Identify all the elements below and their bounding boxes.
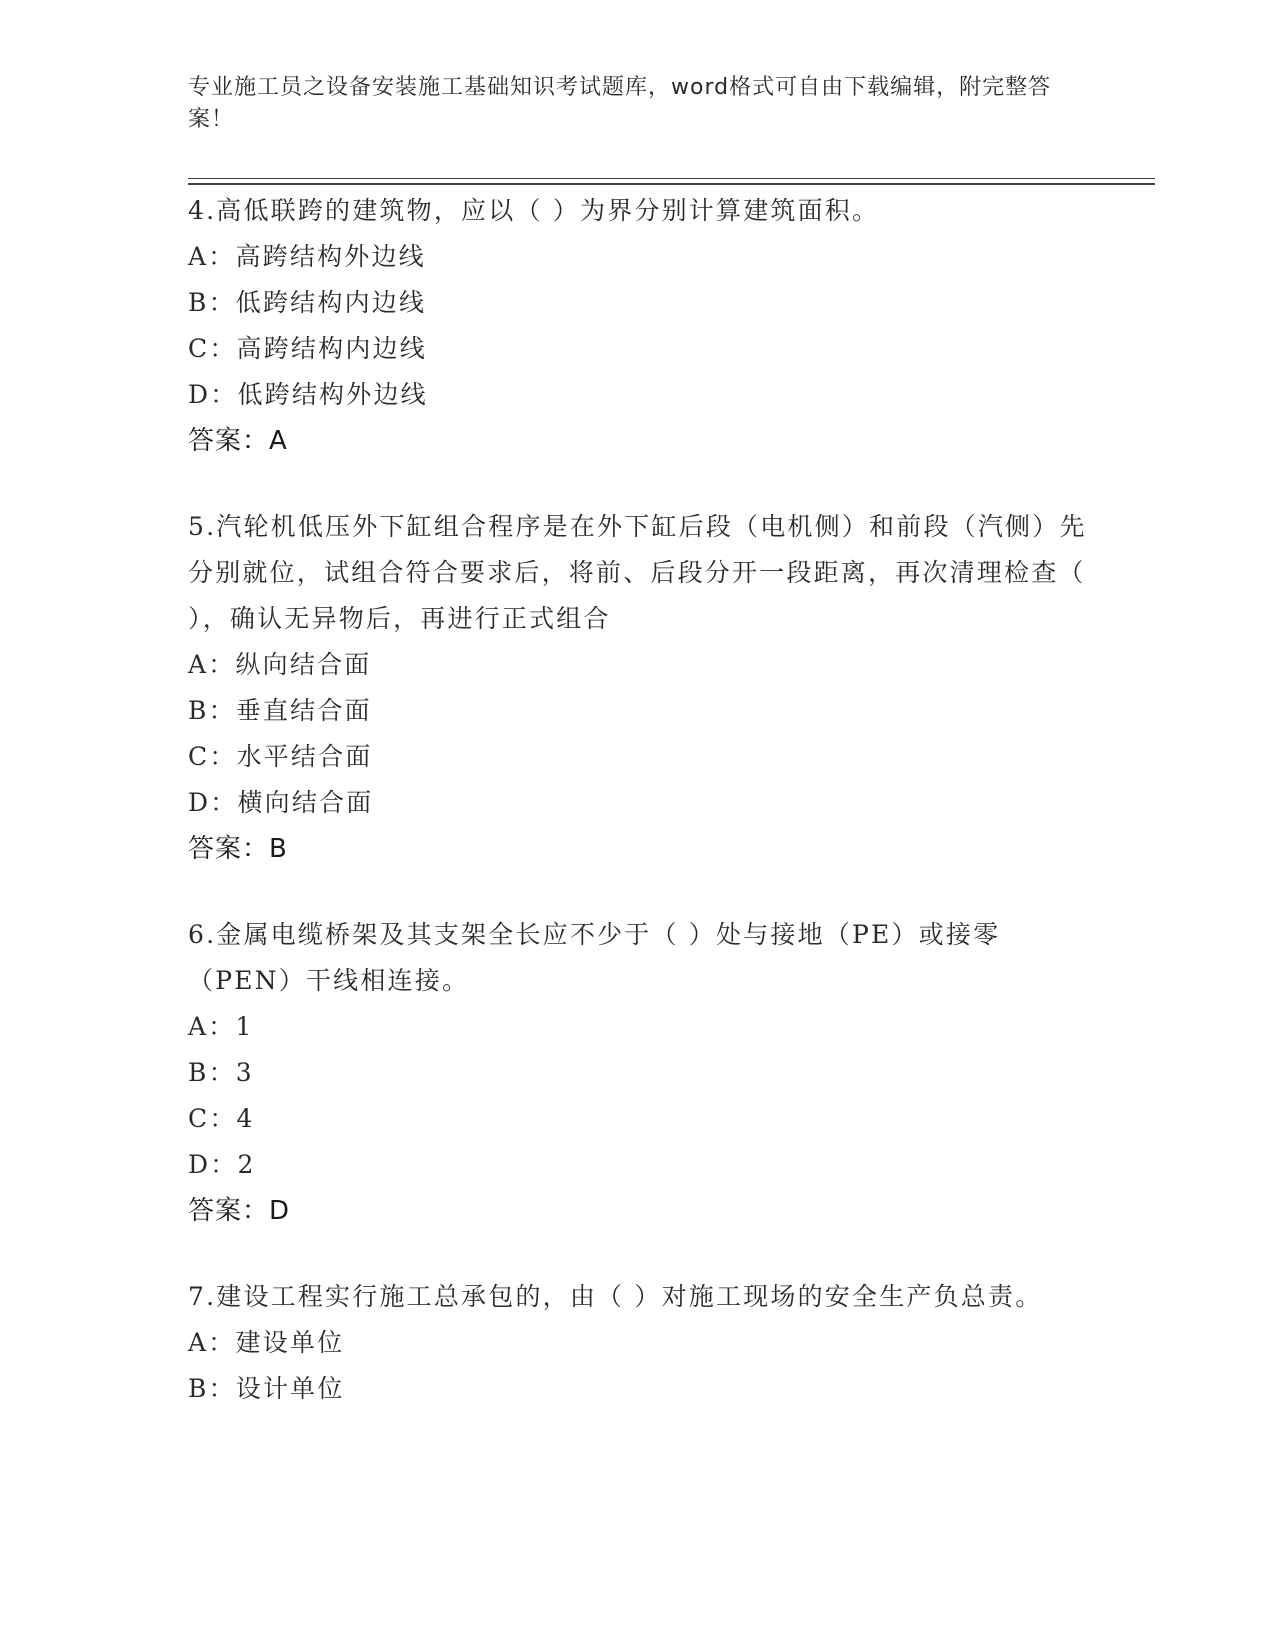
- option-text: 设计单位: [235, 1374, 345, 1403]
- option-c: [188, 326, 1088, 372]
- option-key: A：: [188, 1012, 236, 1041]
- option-text: 低跨结构内边线: [235, 288, 427, 317]
- option-key: A：: [188, 242, 236, 271]
- option-text: 4: [236, 1104, 255, 1133]
- answer-value: A: [269, 426, 288, 456]
- option-key: C：: [188, 742, 237, 771]
- option-key: B：: [188, 1058, 236, 1087]
- option-a: [188, 1320, 1088, 1366]
- question-4: [188, 188, 1088, 464]
- option-a: [188, 234, 1088, 280]
- answer-label: 答案：: [188, 426, 270, 456]
- option-key: D：: [188, 1150, 238, 1179]
- option-key: C：: [188, 334, 237, 363]
- answer-line: [188, 826, 1088, 872]
- header-divider-thin: [188, 178, 1155, 179]
- answer-line: [188, 418, 1088, 464]
- answer-line: [188, 1188, 1088, 1234]
- answer-value: B: [269, 834, 288, 864]
- question-text: 4.高低联跨的建筑物，应以（ ）为界分别计算建筑面积。: [188, 196, 880, 225]
- option-d: [188, 1142, 1088, 1188]
- question-6: [188, 912, 1088, 1234]
- option-text: 建设单位: [235, 1328, 345, 1357]
- option-key: D：: [188, 788, 238, 817]
- question-text: 7.建设工程实行施工总承包的，由（ ）对施工现场的安全生产负总责。: [188, 1282, 1043, 1311]
- option-b: [188, 688, 1088, 734]
- option-text: 低跨结构外边线: [237, 380, 428, 409]
- option-c: [188, 734, 1088, 780]
- option-key: C：: [188, 1104, 237, 1133]
- document-header: 专业施工员之设备安装施工基础知识考试题库，word格式可自由下载编辑，附完整答案！: [188, 75, 1052, 132]
- answer-label: 答案：: [188, 834, 270, 864]
- option-c: [188, 1096, 1088, 1142]
- question-list: [188, 188, 1088, 1452]
- option-b: [188, 1050, 1088, 1096]
- option-text: 1: [235, 1012, 254, 1041]
- question-7: [188, 1274, 1088, 1412]
- option-b: [188, 280, 1088, 326]
- option-key: A：: [188, 650, 236, 679]
- option-key: B：: [188, 288, 236, 317]
- option-text: 垂直结合面: [235, 696, 372, 725]
- option-a: [188, 1004, 1088, 1050]
- question-5: [188, 504, 1088, 872]
- option-text: 高跨结构外边线: [235, 242, 426, 271]
- question-text: 6.金属电缆桥架及其支架全长应不少于（ ）处与接地（PE）或接零（PEN）干线相连接。: [188, 920, 1001, 995]
- option-key: B：: [188, 1374, 236, 1403]
- option-text: 横向结合面: [237, 788, 374, 817]
- option-key: A：: [188, 1328, 236, 1357]
- option-text: 高跨结构内边线: [236, 334, 427, 363]
- option-text: 纵向结合面: [235, 650, 372, 679]
- option-text: 3: [235, 1058, 254, 1087]
- question-text: 5.汽轮机低压外下缸组合程序是在外下缸后段（电机侧）和前段（汽侧）先分别就位，试组合符合要求后，将前、后段分开一段距离，再次清理检查（ ），确认无异物后，再进行正式组合: [188, 512, 1087, 633]
- header-divider-thick: [188, 183, 1155, 185]
- option-key: B：: [188, 696, 236, 725]
- answer-label: 答案：: [188, 1196, 270, 1226]
- option-a: [188, 642, 1088, 688]
- option-d: [188, 780, 1088, 826]
- option-key: D：: [188, 380, 238, 409]
- option-text: 水平结合面: [236, 742, 373, 771]
- option-text: 2: [237, 1150, 256, 1179]
- option-d: [188, 372, 1088, 418]
- option-b: [188, 1366, 1088, 1412]
- answer-value: D: [269, 1196, 291, 1226]
